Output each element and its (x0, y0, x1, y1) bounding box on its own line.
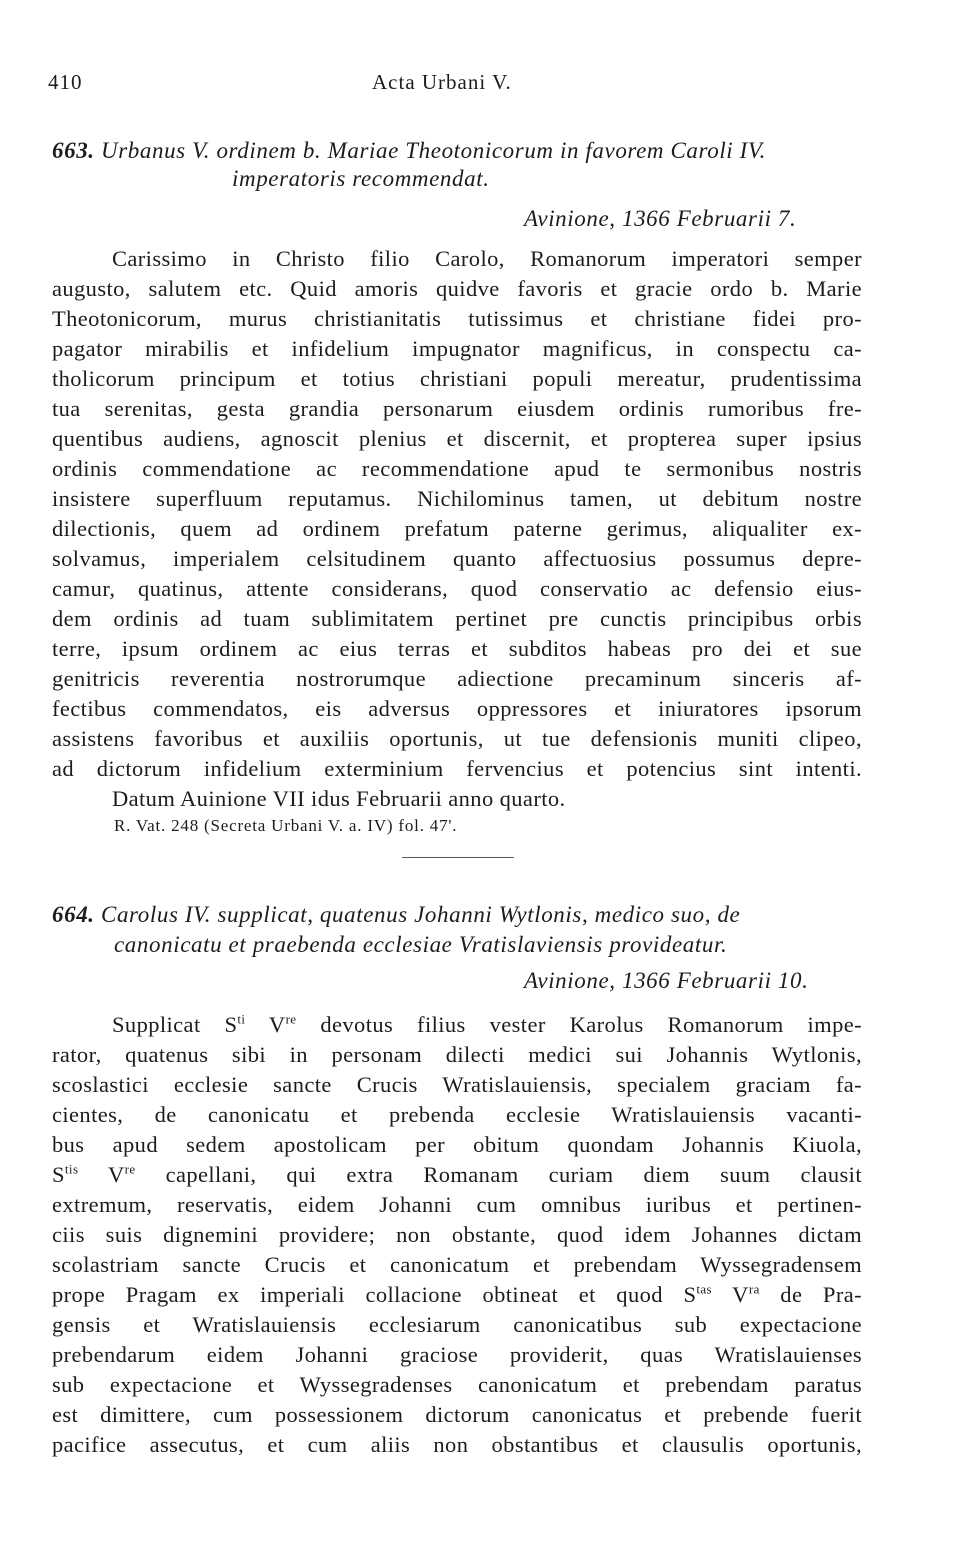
doc664-body-line: extremum, reservatis, eidem Johanni cum omnibus iuribus et pertinen- (52, 1192, 862, 1217)
superscript-abbrev: tas (696, 1281, 713, 1297)
doc664-body-line: pacifice assecutus, et cum aliis non obstantibus et clausulis oportunis, (52, 1432, 862, 1457)
doc664-body-line: est dimittere, cum possessionem dictorum canonicatus et prebende fuerit (52, 1402, 862, 1427)
doc663-body-line: fectibus commendatos, eis adversus oppressores et iniuratores ipsorum (52, 696, 862, 721)
doc663-body-line: augusto, salutem etc. Quid amoris quidve favoris et gracie ordo b. Marie (52, 276, 862, 301)
doc663-body-line: camur, quatinus, attente considerans, quod conservatio ac defensio eius- (52, 576, 862, 601)
superscript-abbrev: ra (748, 1281, 760, 1297)
superscript-abbrev: ti (237, 1011, 246, 1027)
doc663-source-reference: R. Vat. 248 (Secreta Urbani V. a. IV) fol. 47'. (114, 816, 458, 835)
doc664-number: 664. (52, 902, 95, 927)
text-fragment: de Pra- (759, 1282, 862, 1307)
doc663-body-line: solvamus, imperialem celsitudinem quanto affectuosius possumus depre- (52, 546, 862, 571)
doc664-body-line (112, 1012, 862, 1038)
running-title: Acta Urbani V. (372, 70, 512, 94)
page-number: 410 (48, 70, 83, 94)
doc664-body-line: cientes, de canonicatu et prebenda ecclesie Wratislauiensis vacanti- (52, 1102, 862, 1127)
doc664-body-line: scolastriam sancte Crucis et canonicatum et prebendam Wyssegradensem (52, 1252, 862, 1277)
doc663-number: 663. (52, 138, 95, 163)
doc663-body-line: genitricis reverentia nostrorumque adiectione precaminum sinceris af- (52, 666, 862, 691)
doc664-body-line: gensis et Wratislauiensis ecclesiarum canonicatibus sub expectacione (52, 1312, 862, 1337)
doc663-title-line2: imperatoris recommendat. (232, 166, 490, 191)
doc664-body-line (52, 1282, 862, 1308)
doc664-body-line: rator, quatenus sibi in personam dilecti medici sui Johannis Wytlonis, (52, 1042, 862, 1067)
superscript-abbrev: re (124, 1161, 136, 1177)
doc663-dating-clause: Datum Auinione VII idus Februarii anno quarto. (112, 786, 566, 811)
doc664-heading (52, 902, 740, 928)
doc663-title-line1: Urbanus V. ordinem b. Mariae Theotonicorum in favorem Caroli IV. (101, 138, 766, 163)
doc663-body-line: dilectionis, quem ad ordinem prefatum paterne gerimus, aliqualiter ex- (52, 516, 862, 541)
text-fragment: capellani, qui extra Romanam curiam diem suum clausit (135, 1162, 862, 1187)
doc663-body-line: tua serenitas, gesta grandia personarum eiusdem ordinis rumoribus fre- (52, 396, 862, 421)
text-fragment: S (52, 1162, 65, 1187)
doc664-dateline: Avinione, 1366 Februarii 10. (524, 968, 809, 993)
doc664-body-line: ciis suis dignemini providere; non obstante, quod idem Johannes dictam (52, 1222, 862, 1247)
doc664-body-line (52, 1162, 862, 1188)
doc663-heading (52, 138, 766, 164)
text-fragment: V (78, 1162, 125, 1187)
doc663-body-line: tholicorum principum et totius christiani populi mereatur, prudentissima (52, 366, 862, 391)
text-fragment: V (712, 1282, 749, 1307)
text-fragment: prope Pragam ex imperiali collacione obtineat et quod S (52, 1282, 697, 1307)
doc663-dateline: Avinione, 1366 Februarii 7. (524, 206, 797, 231)
doc664-body-line: sub expectacione et Wyssegradenses canonicatum et prebendam paratus (52, 1372, 862, 1397)
doc663-body-line: terre, ipsum ordinem ac eius terras et subditos habeas pro dei et sue (52, 636, 862, 661)
text-fragment: V (245, 1012, 286, 1037)
doc663-body-line: dem ordinis ad tuam sublimitatem pertinet pre cunctis principibus orbis (52, 606, 862, 631)
doc664-body-line: scoslastici ecclesie sancte Crucis Wratislauiensis, specialem graciam fa- (52, 1072, 862, 1097)
doc663-body-line: ad dictorum infidelium exterminium fervencius et potencius sint intenti. (52, 756, 862, 781)
doc663-body-line: insistere superfluum reputamus. Nichilominus tamen, ut debitum nostre (52, 486, 862, 511)
text-fragment: Supplicat S (112, 1012, 238, 1037)
doc663-body-line: Carissimo in Christo filio Carolo, Romanorum imperatori semper (112, 246, 862, 271)
doc663-body-line: pagator mirabilis et infidelium impugnator magnificus, in conspectu ca- (52, 336, 862, 361)
doc663-body-line: assistens favoribus et auxiliis oportunis, ut tue defensionis muniti clipeo, (52, 726, 862, 751)
doc664-body-line: prebendarum eidem Johanni graciose providerit, quas Wratislauienses (52, 1342, 862, 1367)
section-divider (402, 857, 514, 858)
doc663-body-line: ordinis commendatione ac recommendatione apud te sermonibus nostris (52, 456, 862, 481)
doc664-title-line1: Carolus IV. supplicat, quatenus Johanni Wytlonis, medico suo, de (101, 902, 741, 927)
superscript-abbrev: re (285, 1011, 297, 1027)
doc664-body-line: bus apud sedem apostolicam per obitum quondam Johannis Kiuola, (52, 1132, 862, 1157)
doc664-title-line2: canonicatu et praebenda ecclesiae Vratislaviensis provideatur. (114, 932, 728, 957)
superscript-abbrev: tis (64, 1161, 79, 1177)
doc663-body-line: Theotonicorum, murus christianitatis tutissimus et christiane fidei pro- (52, 306, 862, 331)
doc663-body-line: quentibus audiens, agnoscit plenius et discernit, et propterea super ipsius (52, 426, 862, 451)
text-fragment: devotus filius vester Karolus Romanorum impe- (296, 1012, 863, 1037)
